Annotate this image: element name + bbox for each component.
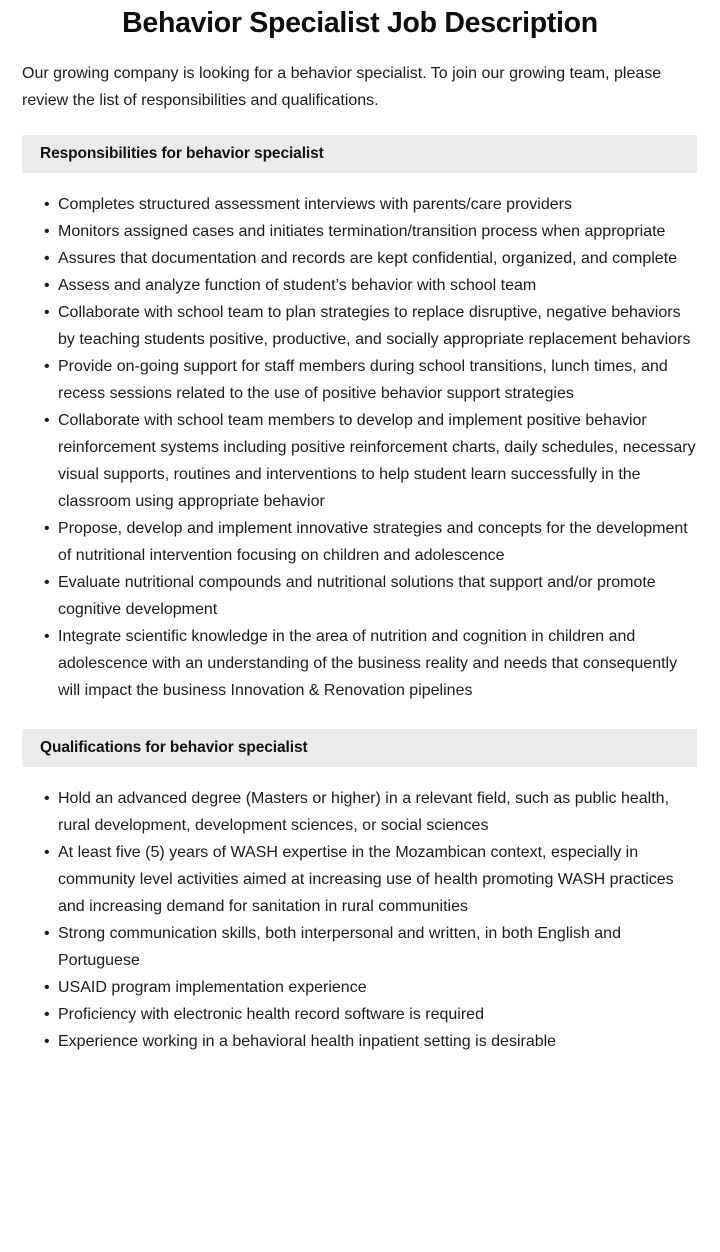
- list-item: • Assess and analyze function of student’s behavior with school team: [22, 272, 698, 299]
- page-title: Behavior Specialist Job Description: [122, 7, 598, 39]
- list-item: • Experience working in a behavioral health inpatient setting is desirable: [22, 1028, 698, 1055]
- list-item: • At least five (5) years of WASH expertise in the Mozambican context, especially in community level activities aimed at increasing use of health promoting WASH practices and increasing demand for sanitation in rural communities: [22, 839, 698, 920]
- responsibilities-list: [22, 191, 698, 704]
- list-item: • Strong communication skills, both interpersonal and written, in both English and Portuguese: [22, 920, 698, 974]
- section-qualifications: [22, 729, 698, 1055]
- section-heading-label: Responsibilities for behavior specialist: [40, 145, 324, 163]
- section-header-qualifications: [22, 729, 697, 767]
- list-item: • Evaluate nutritional compounds and nutritional solutions that support and/or promote cognitive development: [22, 569, 698, 623]
- list-item: • Assures that documentation and records are kept confidential, organized, and complete: [22, 245, 698, 272]
- list-item: • Collaborate with school team members to develop and implement positive behavior reinforcement systems including positive reinforcement charts, daily schedules, necessary visual supports, routines and interventions to help student learn successfully in the classroom using appropriate behavior: [22, 407, 698, 515]
- section-heading-label: Qualifications for behavior specialist: [40, 739, 308, 757]
- list-item: • Monitors assigned cases and initiates termination/transition process when appropriate: [22, 218, 698, 245]
- list-item: • Proficiency with electronic health record software is required: [22, 1001, 698, 1028]
- section-header-responsibilities: [22, 135, 697, 173]
- list-item: • USAID program implementation experience: [22, 974, 698, 1001]
- job-description-page: [0, 6, 720, 1055]
- list-item: • Propose, develop and implement innovative strategies and concepts for the development of nutritional intervention focusing on children and adolescence: [22, 515, 698, 569]
- list-item: • Collaborate with school team to plan strategies to replace disruptive, negative behaviors by teaching students positive, productive, and socially appropriate replacement behaviors: [22, 299, 698, 353]
- list-item: • Provide on-going support for staff members during school transitions, lunch times, and recess sessions related to the use of positive behavior support strategies: [22, 353, 698, 407]
- list-item: • Integrate scientific knowledge in the area of nutrition and cognition in children and adolescence with an understanding of the business reality and needs that consequently will impact the business Innovation & Renovation pipelines: [22, 623, 698, 704]
- list-item: • Hold an advanced degree (Masters or higher) in a relevant field, such as public health, rural development, development sciences, or social sciences: [22, 785, 698, 839]
- list-item: • Completes structured assessment interviews with parents/care providers: [22, 191, 698, 218]
- intro-paragraph: Our growing company is looking for a behavior specialist. To join our growing team, please review the list of responsibilities and qualifications.: [22, 65, 662, 110]
- section-responsibilities: [22, 135, 698, 704]
- qualifications-list: [22, 785, 698, 1055]
